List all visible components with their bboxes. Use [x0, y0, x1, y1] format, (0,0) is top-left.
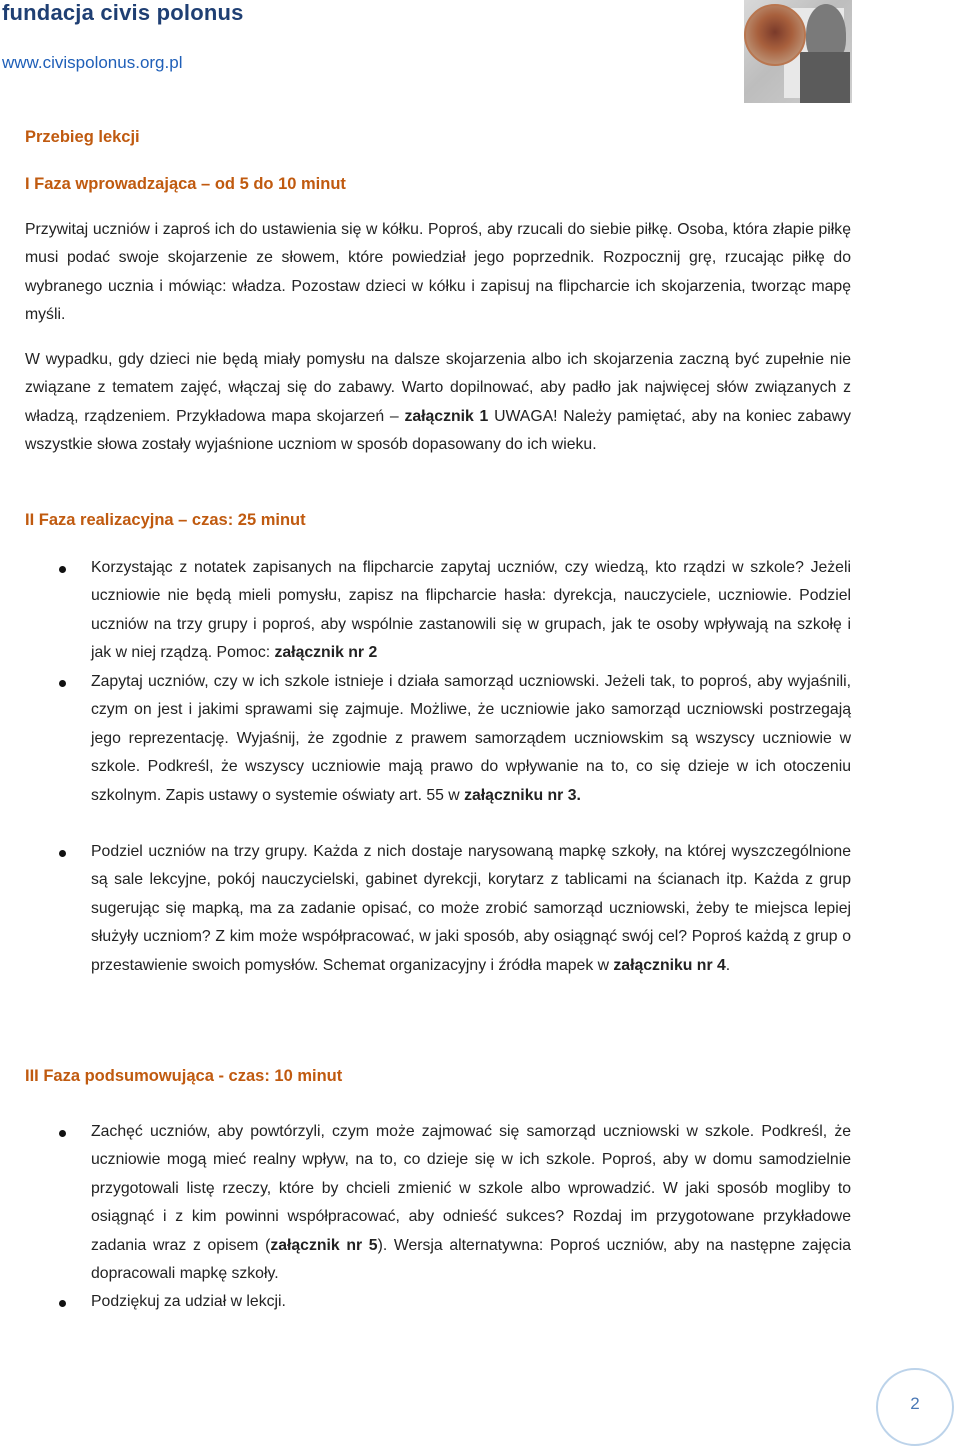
bullet-icon [59, 680, 66, 687]
phase2-bullet-2: Zapytaj uczniów, czy w ich szkole istnieje i działa samorząd uczniowski. Jeżeli tak, to poproś, aby wyjaśnili, czym on jest i jakimi sprawami się zajmuje. Możliwe, że uczniowie jako samorząd uczniowski postrzegają jego reprezentację. Wyjaśnij, że zgodnie z prawem samorządem uczniowskim są wszyscy uczniowie w szkole. Podkreśl, że wszyscy uczniowie mają prawo do wpływanie na to, co się dzieje w ich otoczeniu szkolnym. Zapis ustawy o systemie oświaty art. 55 w załączniku nr 3. [91, 673, 851, 804]
phase2-bullet-1: Korzystając z notatek zapisanych na flipcharcie zapytaj uczniów, czy wiedzą, kto rządzi w szkole? Jeżeli uczniowie nie będą mieli pomysłu, zapisz na flipcharcie hasła: dyrekcja, nauczyciele, uczniowie. Podziel uczniów na trzy grupy i poproś, aby wspólnie zastanowili się w grupach, jak te osoby wpływają na szkołę i jak w niej rządzą. Pomoc: załącznik nr 2 [91, 559, 851, 662]
org-url-link[interactable]: www.civispolonus.org.pl [2, 53, 183, 72]
phase1-paragraph-2: W wypadku, gdy dzieci nie będą miały pomysłu na dalsze skojarzenia albo ich skojarzenia zaczną być zupełnie nie związane z tematem zajęć, włączaj się do zabawy. Warto dopilnować, aby padło jak najwięcej słów związanych z władzą, rządzeniem. Przykładowa mapa skojarzeń – załącznik 1 UWAGA! Należy pamiętać, aby na koniec zabawy wszystkie słowa zostały wyjaśnione uczniom w sposób dopasowany do ich wieku. [25, 351, 851, 454]
lesson-title: Przebieg lekcji [25, 128, 140, 146]
phase1-heading: I Faza wprowadzająca – od 5 do 10 minut [25, 175, 346, 193]
header-portrait-circle [744, 4, 806, 66]
bullet-icon [59, 1300, 66, 1307]
phase2-bullet-3: Podziel uczniów na trzy grupy. Każda z nich dostaje narysowaną mapkę szkoły, na której wyszczególnione są sale lekcyjne, pokój nauczycielski, gabinet dyrekcji, korytarz z tablicami na ścianach itp. Każda z grup sugerując się mapką, ma za zadanie opisać, co może zrobić samorząd uczniowski, żeby te miejsca lepiej służyły uczniom? Z kim może współpracować, w jaki sposób, aby osiągnąć swój cel? Poproś każdą z grup o przestawienie swoich pomysłów. Schemat organizacyjny i źródła mapek w załączniku nr 4. [91, 843, 851, 974]
bullet-icon [59, 566, 66, 573]
bullet-icon [59, 1130, 66, 1137]
org-name: fundacja civis polonus [2, 0, 244, 25]
phase1-paragraph-1: Przywitaj uczniów i zaproś ich do ustawienia się w kółku. Poproś, aby rzucali do siebie piłkę. Osoba, która złapie piłkę musi podać swoje skojarzenie ze słowem, które powiedział jego poprzednik. Rozpocznij grę, rzucając piłkę do wybranego ucznia i mówiąc: władza. Pozostaw dzieci w kółku i zapisuj na flipcharcie ich skojarzenia, tworząc mapę myśli. [25, 221, 851, 324]
phase3-bullet-1: Zachęć uczniów, aby powtórzyli, czym może zajmować się samorząd uczniowski w szkole. Podkreśl, że uczniowie mogą mieć realny wpływ, na to, co dzieje się w ich szkole. Poproś, aby w domu samodzielnie przygotowali listę rzeczy, które by chcieli zmienić w szkole albo wprowadzić. W jaki sposób mogliby to osiągnąć i z kim powinni współpracować, aby odnieść sukces? Rozdaj im przygotowane przykładowe zadania wraz z opisem (załącznik nr 5). Wersja alternatywna: Poproś uczniów, aby na następne zajęcia dopracowali mapkę szkoły. [91, 1123, 851, 1283]
phase3-bullet-2: Podziękuj za udział w lekcji. [91, 1293, 286, 1310]
phase2-heading: II Faza realizacyjna – czas: 25 minut [25, 511, 306, 529]
bullet-icon [59, 850, 66, 857]
page-number: 2 [910, 1394, 920, 1413]
phase3-heading: III Faza podsumowująca - czas: 10 minut [25, 1067, 343, 1085]
